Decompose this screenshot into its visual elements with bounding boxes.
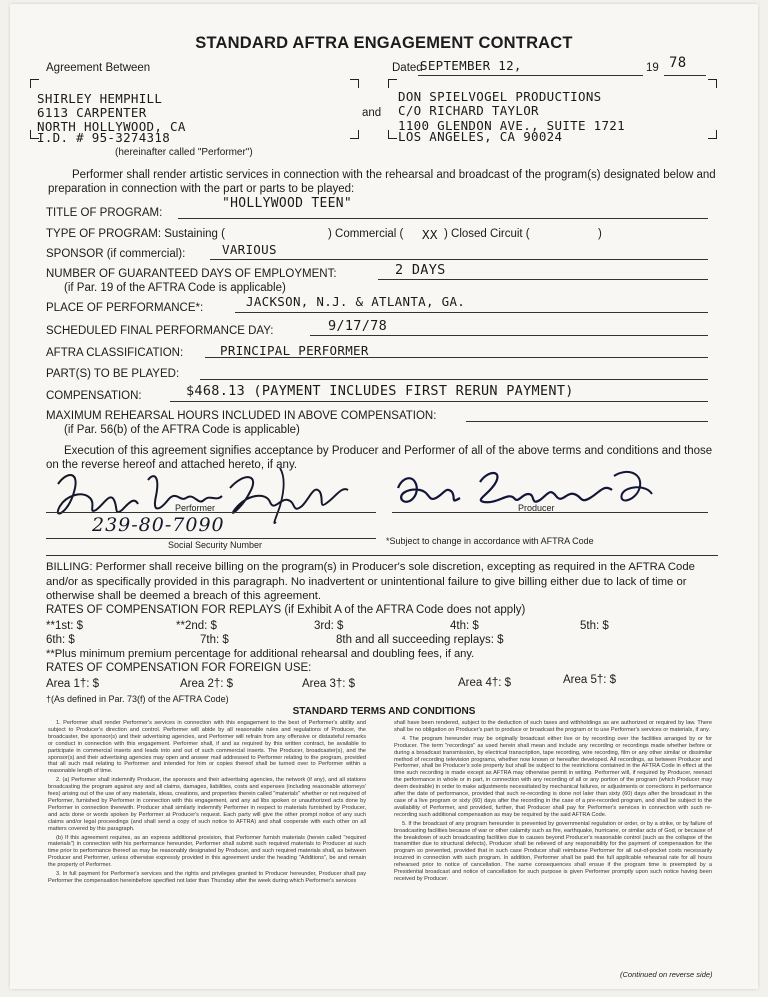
compensation-value: $468.13 (PAYMENT INCLUDES FIRST RERUN PAYMENT): [186, 383, 574, 399]
title-of-program-label: TITLE OF PROGRAM:: [46, 207, 163, 219]
sponsor-value: VARIOUS: [222, 242, 277, 257]
performer-address-block: [37, 92, 186, 145]
producer-signature-caption: Producer: [518, 503, 555, 513]
sponsor-label: SPONSOR (if commercial):: [46, 248, 186, 260]
ssn-value: 239-80-7090: [92, 514, 225, 536]
replays-plus-note: **Plus minimum premium percentage for additional rehearsal and doubling fees, if any.: [46, 648, 475, 660]
place-of-performance-value: JACKSON, N.J. & ATLANTA, GA.: [246, 294, 466, 309]
performer-line: SHIRLEY HEMPHILL: [37, 91, 163, 106]
max-rehearsal-note: (if Par. 56(b) of the AFTRA Code is applicable): [64, 424, 300, 436]
terms-right-column: [394, 720, 712, 968]
billing-paragraph: BILLING: Performer shall receive billing on the program(s) in Producer's sole discretion, excepting as required in the AFTRA Code and/or as specifically provided in this paragraph. No inadvertent or unintentional failure to give billing either due to lack of time or otherwise shall be deemed a breach of this agreement.: [46, 561, 695, 602]
subject-note: *Subject to change in accordance with AFTRA Code: [386, 536, 594, 546]
foreign-use-heading: RATES OF COMPENSATION FOR FOREIGN USE:: [46, 662, 312, 674]
replay-2nd: **2nd: $: [176, 620, 217, 632]
title-of-program-value: "HOLLYWOOD TEEN": [222, 196, 353, 211]
compensation-label: COMPENSATION:: [46, 390, 142, 402]
closed-circuit-label: ) Closed Circuit (: [444, 228, 530, 240]
contract-title: STANDARD AFTRA ENGAGEMENT CONTRACT: [195, 34, 573, 52]
final-performance-day-label: SCHEDULED FINAL PERFORMANCE DAY:: [46, 325, 274, 337]
contract-page: [10, 4, 758, 989]
dated-label: Dated: [392, 62, 423, 74]
aftra-classification-label: AFTRA CLASSIFICATION:: [46, 347, 184, 359]
foreign-area-note: †(As defined in Par. 73(f) of the AFTRA Code): [46, 694, 229, 704]
producer-line: LOS ANGELES, CA 90024: [398, 129, 563, 144]
aftra-classification-value: PRINCIPAL PERFORMER: [220, 343, 369, 358]
performer-line: I.D. # 95-3274318: [37, 130, 171, 145]
year-prefix: 19: [646, 62, 659, 74]
replay-8th-and-succeeding: 8th and all succeeding replays: $: [336, 634, 504, 646]
terms-paragraph: (b) If this agreement requires, as an express additional provision, that Performer furnish materials (herein called "required materials") in connection with his performance hereunder, Performer shall submit such required materials to Producer at such time prior to performance thereof as may be reasonably designated by Producer, and such required materials shall, as between Producer and Performer, unless otherwise expressly provided in this agreement under the heading "Additions", be and remain the property of Performer.: [48, 834, 366, 869]
parts-to-be-played-label: PART(S) TO BE PLAYED:: [46, 368, 180, 380]
terms-paragraph: 4. The program hereunder may be originally broadcast either live or by recording over the facilities arranged by or for Producer. The term "recordings" as used herein shall mean and include any recording or recordings made whether before or during a broadcast transmission, by electrical transcription, tape recording, wire recording, film or any other similar or dissimilar method of recording television programs, whether now known or hereafter developed. All recordings, as between Producer and Performer, shall be Producer's sole property but shall be subject to the restrictions contained in the AFTRA Code in effect at the time such recording is made except as AFTRA may otherwise permit in writing. Performer will, if required by Producer, reenact the performance in whole or in part, in connection with any recording of all or any portion of the program (which Producer may deem desirable) in order to make adjustments necessitated by mechanical failures, or adjustments or corrections in performance after the date of performance, provided that such re-recording is done not later than sixty (60) days after the broadcast in the case of a live program or sixty (60) days after the recording in the case of a pre-recorded program, and shall be subject to the availability of Performer, and provided, further, that Producer shall pay for Performer's services in connection with such re-recording such additional compensation as may be required by the said AFTRA Code.: [394, 735, 712, 818]
performer-line: 6113 CARPENTER: [37, 105, 147, 120]
and-label: and: [362, 107, 382, 119]
guaranteed-days-note: (if Par. 19 of the AFTRA Code is applicable): [64, 282, 286, 294]
date-value: SEPTEMBER 12,: [420, 58, 522, 73]
terms-left-column: [48, 720, 366, 982]
agreement-between-label: Agreement Between: [46, 62, 151, 74]
commercial-label: ) Commercial (: [328, 228, 404, 240]
foreign-area-4: Area 4†: $: [458, 677, 512, 689]
replay-5th: 5th: $: [580, 620, 609, 632]
foreign-area-1: Area 1†: $: [46, 678, 100, 690]
execution-paragraph: Execution of this agreement signifies acceptance by Producer and Performer of all of the above terms and conditions and those on the reverse hereof and attached hereto, if any.: [46, 445, 713, 471]
max-rehearsal-label: MAXIMUM REHEARSAL HOURS INCLUDED IN ABOVE COMPENSATION:: [46, 410, 437, 422]
commercial-value: XX: [422, 227, 438, 242]
replay-3rd: 3rd: $: [314, 620, 344, 632]
terms-paragraph: shall have been rendered, subject to the deduction of such taxes and withholdings as are authorized or required by law. There shall be no obligation on Producer's part to produce or broadcast the program or to use Performer's services or materials, if any.: [394, 720, 712, 733]
intro-paragraph: Performer shall render artistic services in connection with the rehearsal and broadcast of the program(s) designated below and preparation in connection with the part or parts to be played:: [48, 169, 716, 195]
guaranteed-days-label: NUMBER OF GUARANTEED DAYS OF EMPLOYMENT:: [46, 268, 337, 280]
guaranteed-days-value: 2 DAYS: [395, 262, 446, 278]
final-performance-day-value: 9/17/78: [328, 318, 387, 334]
replay-1st: **1st: $: [46, 620, 84, 632]
producer-line: DON SPIELVOGEL PRODUCTIONS: [398, 89, 602, 104]
performer-signature-caption: Performer: [175, 503, 216, 513]
type-of-program-label: TYPE OF PROGRAM: Sustaining (: [46, 228, 225, 240]
replay-6th: 6th: $: [46, 634, 75, 646]
continued-note: (Continued on reverse side): [620, 970, 713, 979]
replays-heading: RATES OF COMPENSATION FOR REPLAYS (if Exhibit A of the AFTRA Code does not apply): [46, 604, 526, 616]
producer-line: C/O RICHARD TAYLOR: [398, 103, 539, 118]
standard-terms-heading: STANDARD TERMS AND CONDITIONS: [292, 706, 476, 717]
producer-address-block: [398, 90, 625, 144]
ssn-caption: Social Security Number: [168, 540, 263, 550]
year-value: 78: [669, 55, 687, 71]
replay-4th: 4th: $: [450, 620, 479, 632]
producer-line: 1100 GLENDON AVE., SUITE 1721: [398, 118, 625, 133]
performer-line: NORTH HOLLYWOOD, CA: [37, 119, 186, 134]
foreign-area-2: Area 2†: $: [180, 678, 234, 690]
foreign-area-5: Area 5†: $: [563, 674, 617, 686]
closed-circuit-end: ): [598, 228, 602, 240]
place-of-performance-label: PLACE OF PERFORMANCE*:: [46, 302, 204, 314]
terms-paragraph: 2. (a) Performer shall indemnify Producer, the sponsors and their advertising agencies, the network (if any), and all stations broadcasting the program against any and all claims, damages, liabilities, costs and expenses (including reasonable attorneys' fees) arising out of the use of any materials, ideas, creations, and properties therein called "materials" whether or not required of Performer, furnished by Performer in connection with this engagement, and any ad libs spoken or unauthorized acts done by Performer in connection therewith. Producer shall similarly indemnify Performer in respect to materials furnished by Producer, and acts done or words spoken by Performer at Producer's request. Each party will give the other prompt notice of any such claims and/or legal proceedings (and shall send a copy of such notice to AFTRA) and shall cooperate with each other on all matters covered by this paragraph.: [48, 777, 366, 832]
replay-7th: 7th: $: [200, 634, 229, 646]
performer-caption: (hereinafter called "Performer"): [115, 147, 253, 158]
terms-paragraph: 3. In full payment for Performer's services and the rights and privileges granted to Producer hereunder, Producer shall pay Performer the compensation hereinbefore specified not later than Thursday after the week during which Performer's services: [48, 871, 366, 884]
terms-paragraph: 5. If the broadcast of any program hereunder is prevented by governmental regulation or order, or by a strike, or by failure of broadcasting facilities because of war or other calamity such as fire, earthquake, hurricane, or similar acts of God, or because of the breakdown of such broadcasting facilities due to causes beyond Producer's reasonable control (such as the collapse of the transmitter due to structural defects), Producer shall be relieved of any responsibility for the payment of compensation for the program so prevented, provided that in such case Producer shall reimburse Performer for all out-of-pocket costs necessarily incurred in connection with such program. In addition, Performer shall be paid the full applicable rehearsal rate for all hours rehearsed prior to notice of cancellation. The same consequences shall ensue if the program time is preempted by a Presidential broadcast and notice of cancellation for such purpose is given Performer promptly upon such notice having been received by Producer.: [394, 820, 712, 882]
foreign-area-3: Area 3†: $: [302, 678, 356, 690]
terms-paragraph: 1. Performer shall render Performer's services in connection with this engagement to the best of Performer's ability and subject to Producer's direction and control. Performer will abide by all reasonable rules and regulations of Producer, the broadcaster, the sponsor(s) and their advertising agencies, and Performer will refrain from any offensive or distasteful remarks or conduct in connection with this engagement. Performer shall, if and as required by this written contract, be available to participate in commercial inserts and leads into and out of such commercial inserts. The Producer, broadcaster(s), and the sponsor(s) and their advertising agencies may open and answer mail addressed to Performer relating to the program, provided that all such mail relating to Performer and intended for him or copies thereof shall be turned over to Performer within a reasonable length of time.: [48, 720, 366, 775]
